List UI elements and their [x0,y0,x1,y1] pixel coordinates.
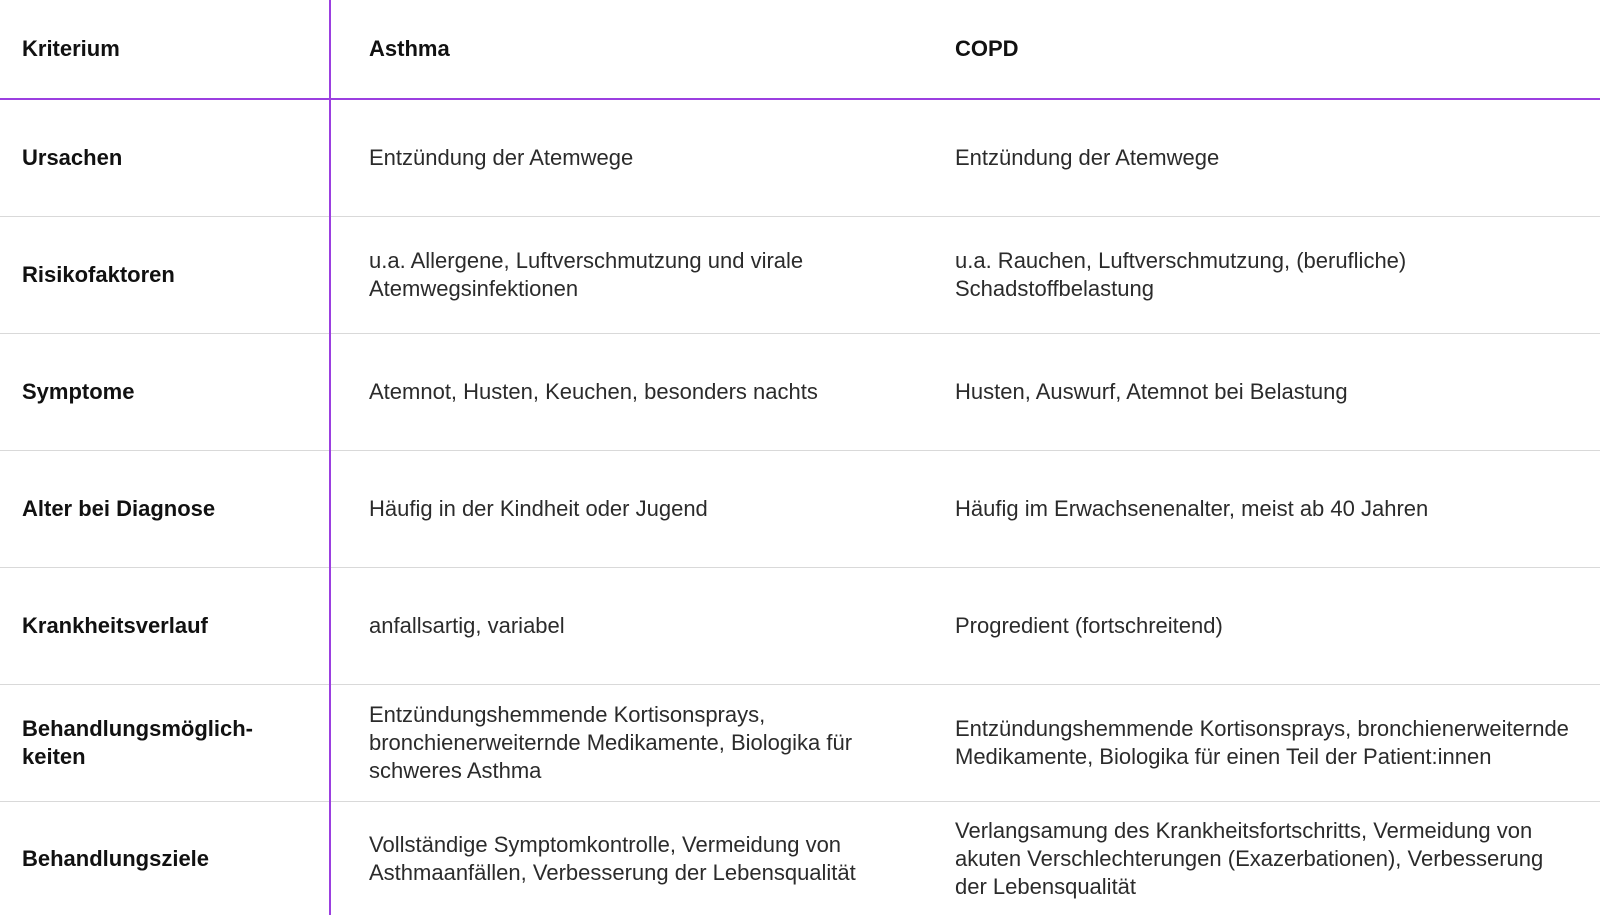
asthma-value: Entzündungshemmende Kortisonsprays, bronchienerweiternde Medikamente, Biologika für schweres Asthma [369,702,853,783]
copd-value: Häufig im Erwachsenenalter, meist ab 40 Jahren [955,496,1429,521]
asthma-value: Atemnot, Husten, Keuchen, besonders nachts [369,379,818,404]
row-label: Risikofaktoren [22,262,175,287]
row-label: Behandlungsziele [22,845,210,871]
table-row-behandlungsziele [0,802,1600,915]
copd-value: Entzündung der Atemwege [955,145,1220,170]
copd-value: Entzündungshemmende Kortisonsprays, bronchienerweiternde Medikamente, Biologika für einen Teil der Patient:innen [955,716,1569,769]
table-row-behandlungsmoeglichkeiten [0,685,1600,802]
table-row-symptome [0,334,1600,451]
asthma-value: u.a. Allergene, Luftverschmutzung und virale Atemwegsinfektionen [369,248,804,301]
asthma-value: Vollständige Symptomkontrolle, Vermeidung von Asthmaanfällen, Verbesserung der Lebensqualität [369,831,856,885]
copd-value: Progredient (fortschreitend) [955,613,1223,638]
table-row-ursachen [0,100,1600,217]
header-asthma: Asthma [369,36,450,61]
asthma-value: Entzündung der Atemwege [369,145,634,170]
row-label: Behandlungsmöglich-keiten [22,716,253,769]
row-label: Krankheitsverlauf [22,613,208,638]
header-kriterium: Kriterium [22,36,120,61]
copd-value: Verlangsamung des Krankheitsfortschritts, Vermeidung von akuten Verschlechterungen (Exazerbationen), Verbesserung der Lebensqualität [955,817,1544,899]
copd-value: u.a. Rauchen, Luftverschmutzung, (berufliche) Schadstoffbelastung [955,248,1407,301]
table-row-alter-bei-diagnose [0,451,1600,568]
row-label: Alter bei Diagnose [22,496,216,521]
asthma-value: anfallsartig, variabel [369,613,565,638]
table-row-krankheitsverlauf [0,568,1600,685]
header-copd: COPD [955,36,1019,61]
row-label: Symptome [22,379,135,404]
row-label: Ursachen [22,145,123,170]
column-divider [329,0,331,915]
table-row-risikofaktoren [0,217,1600,334]
asthma-value: Häufig in der Kindheit oder Jugend [369,496,708,521]
copd-value: Husten, Auswurf, Atemnot bei Belastung [955,379,1348,404]
table-header-row [0,0,1600,100]
